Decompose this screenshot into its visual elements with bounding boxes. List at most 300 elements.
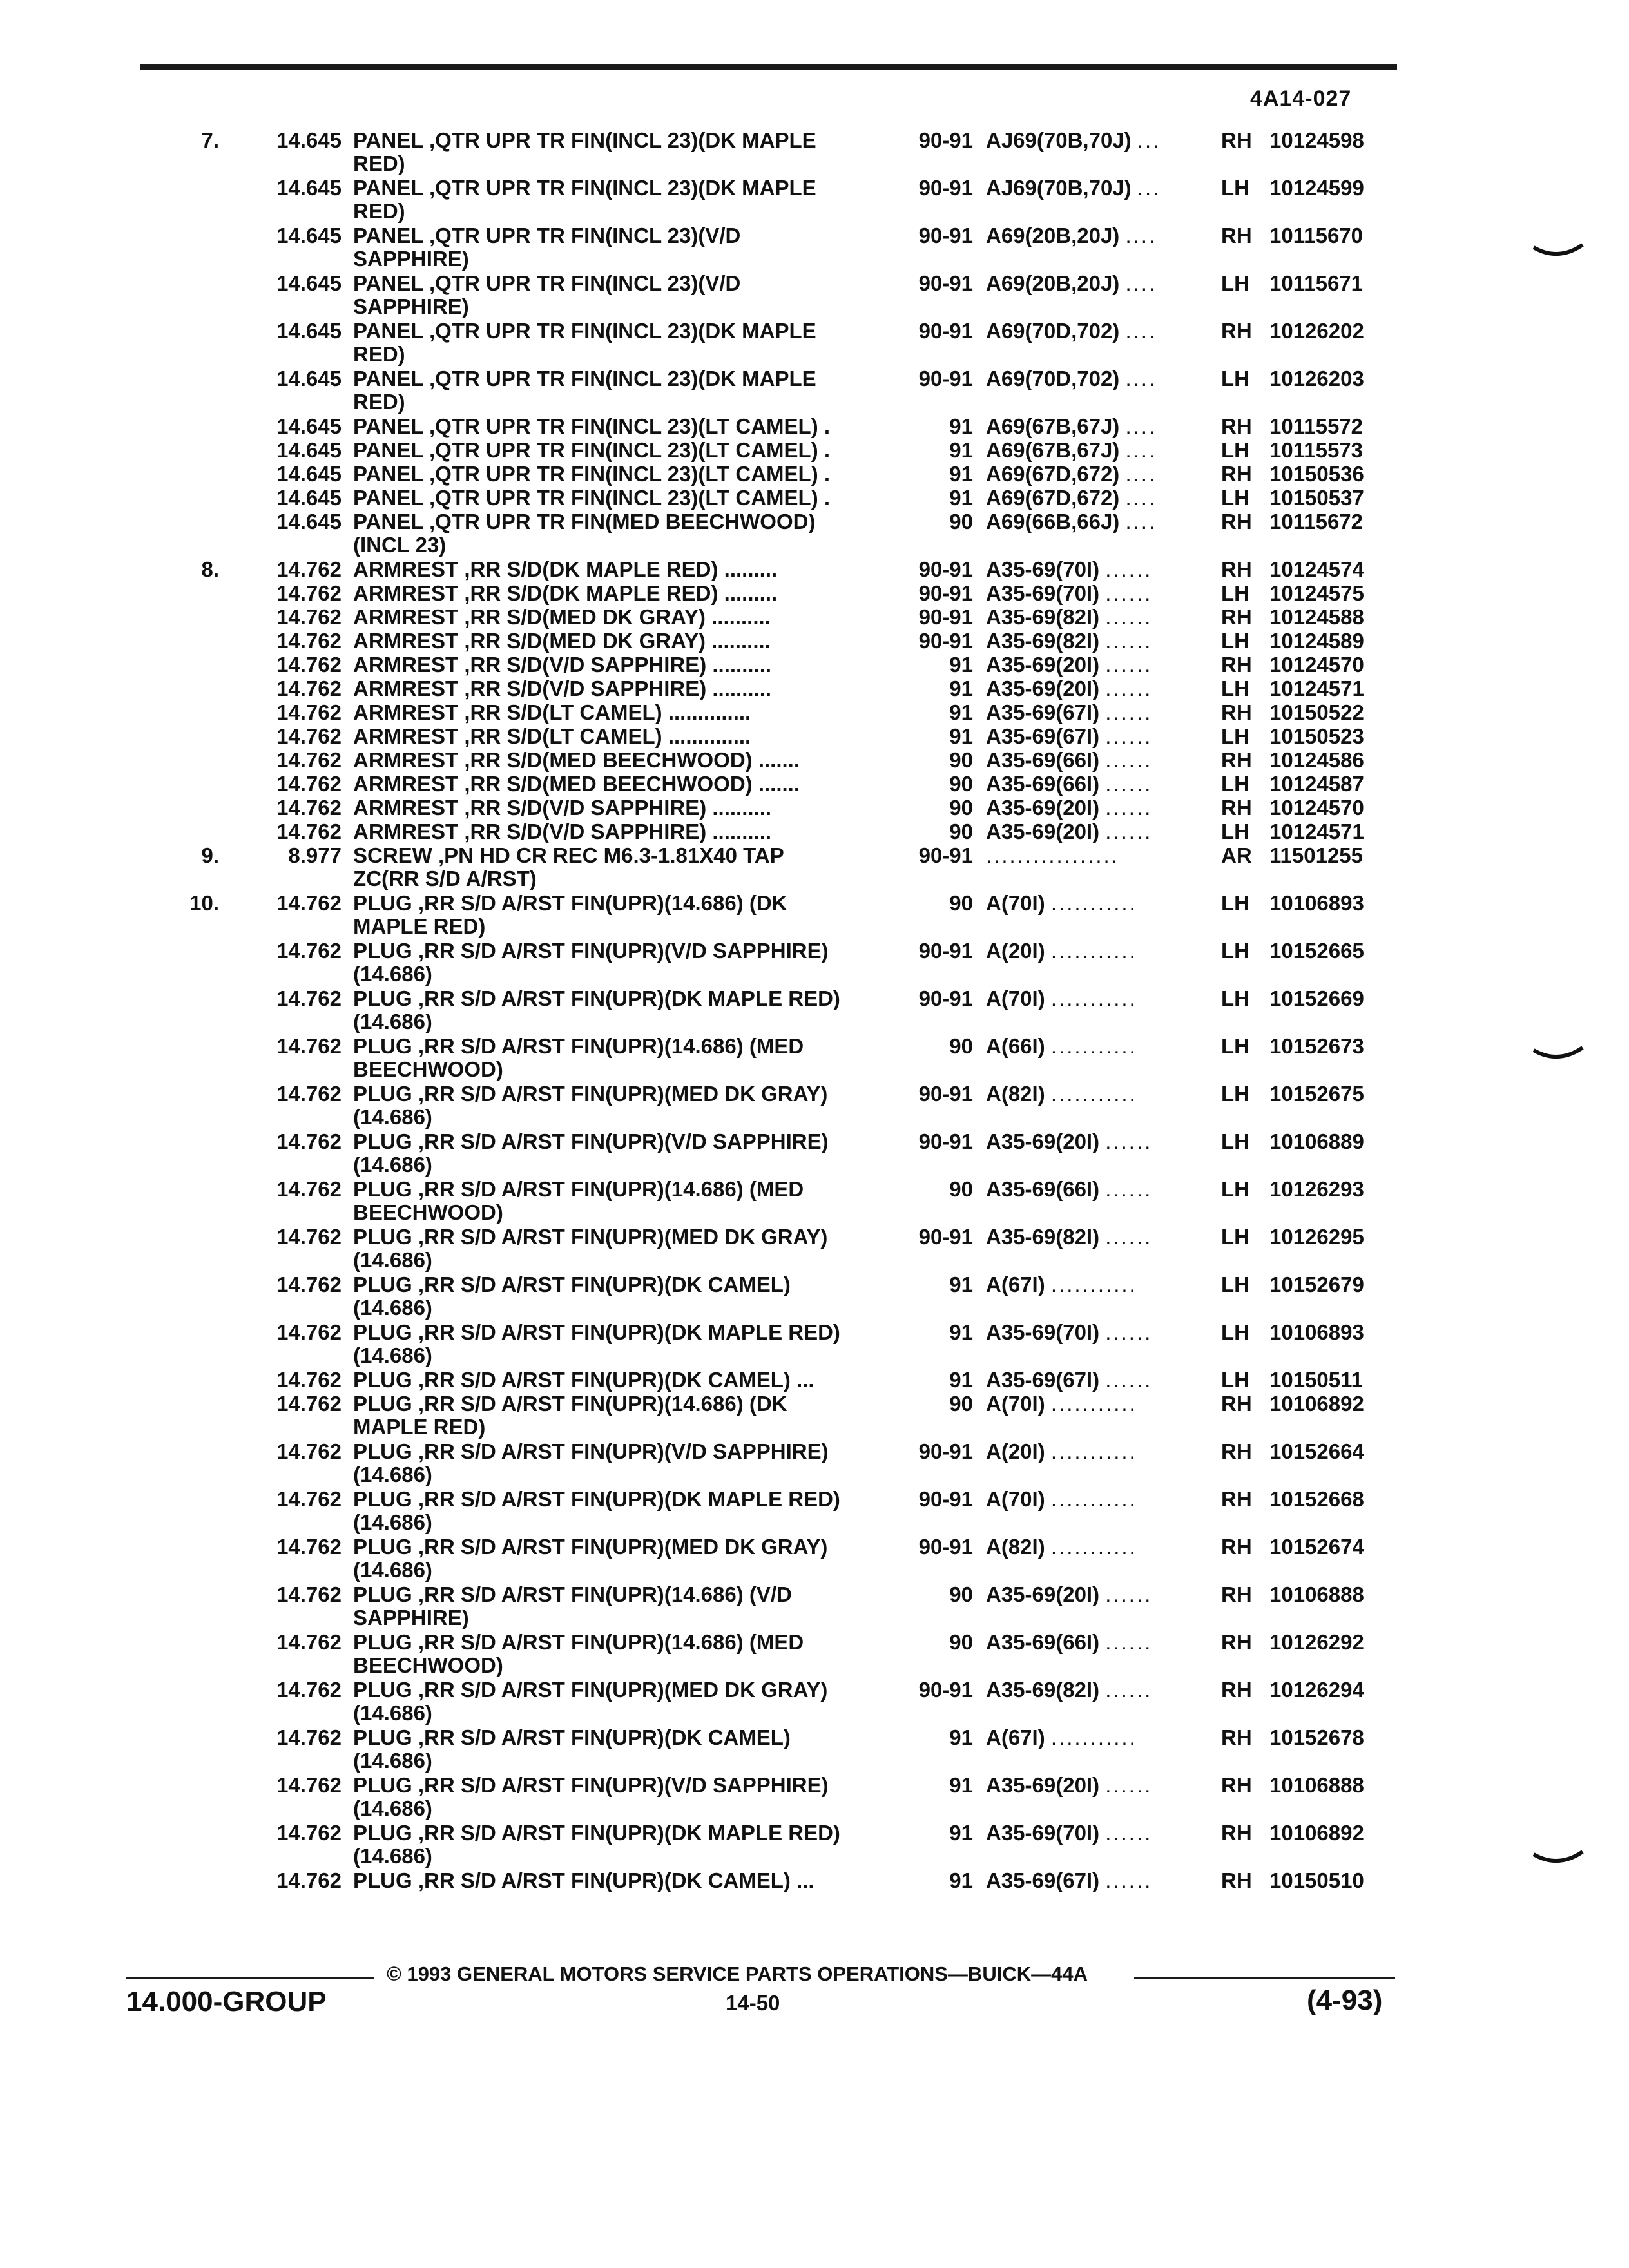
part-description [353, 1535, 888, 1582]
description-line: ARMREST ,RR S/D(MED DK GRAY) .......... [353, 629, 771, 653]
body-style-code: A(66I) [986, 1034, 1045, 1058]
description-line: (14.686) [353, 1796, 432, 1820]
part-description [353, 272, 888, 318]
parts-row [0, 320, 1629, 367]
part-number: 10124571 [1269, 677, 1364, 700]
group-number: 14.762 [276, 748, 342, 772]
body-style [986, 1369, 1199, 1392]
page-number: 14-50 [726, 1991, 780, 2015]
side-code: LH [1221, 772, 1249, 796]
parts-row [0, 1082, 1629, 1130]
body-style-code: A(70I) [986, 1392, 1045, 1416]
parts-row [0, 510, 1629, 558]
group-number: 14.762 [276, 1392, 342, 1416]
part-number: 10115670 [1269, 224, 1364, 247]
description-line: ARMREST ,RR S/D(V/D SAPPHIRE) .......... [353, 820, 772, 843]
description-line: PLUG ,RR S/D A/RST FIN(UPR)(DK MAPLE RED) [353, 1320, 840, 1344]
group-number: 14.762 [276, 772, 342, 796]
body-style-code: A35-69(20I) [986, 677, 1100, 700]
body-style [986, 987, 1199, 1010]
description-line: BEECHWOOD) [353, 1200, 503, 1224]
model-years: 91 [949, 724, 973, 748]
model-years: 91 [949, 1821, 973, 1845]
part-number: 10124587 [1269, 772, 1364, 796]
body-style [986, 486, 1199, 510]
side-code: LH [1221, 1273, 1249, 1296]
group-number: 14.762 [276, 1320, 342, 1344]
model-years: 90 [949, 510, 973, 533]
part-description [353, 558, 888, 581]
part-number: 11501255 [1269, 843, 1364, 867]
leader-dots: ........... [1050, 1034, 1137, 1058]
description-line: PLUG ,RR S/D A/RST FIN(UPR)(DK MAPLE RED) [353, 1821, 840, 1845]
body-style-code: A35-69(66I) [986, 748, 1100, 772]
part-number: 10124570 [1269, 796, 1364, 820]
model-years: 90 [949, 1392, 973, 1416]
group-number: 14.762 [276, 891, 342, 915]
side-code: RH [1221, 1535, 1252, 1559]
body-style-code: A69(20B,20J) [986, 224, 1120, 247]
body-style [986, 510, 1199, 533]
description-line: (14.686) [353, 1701, 432, 1725]
part-number: 10124570 [1269, 653, 1364, 677]
model-years: 91 [949, 462, 973, 486]
part-description [353, 1631, 888, 1677]
group-number: 14.762 [276, 939, 342, 963]
description-line: RED) [353, 151, 405, 175]
body-style-code: A35-69(20I) [986, 820, 1100, 843]
part-number: 10126292 [1269, 1630, 1364, 1654]
part-description [353, 677, 888, 700]
parts-row [0, 1321, 1629, 1369]
group-number: 14.762 [276, 1678, 342, 1702]
group-number: 8.977 [288, 843, 342, 867]
footer-rule [1134, 1977, 1395, 1979]
leader-dots: ...... [1105, 724, 1153, 748]
parts-row [0, 1130, 1629, 1178]
side-code: LH [1221, 1034, 1249, 1058]
description-line: PLUG ,RR S/D A/RST FIN(UPR)(DK CAMEL) ... [353, 1869, 815, 1892]
part-number: 10124589 [1269, 629, 1364, 653]
parts-row [0, 224, 1629, 272]
group-number: 14.762 [276, 1869, 342, 1892]
binder-mark [1532, 1849, 1584, 1869]
page-code: 4A14-027 [1250, 86, 1352, 111]
leader-dots: ...... [1105, 796, 1153, 820]
body-style [986, 320, 1199, 343]
part-number: 10152673 [1269, 1034, 1364, 1058]
description-line: ARMREST ,RR S/D(MED DK GRAY) .......... [353, 605, 771, 629]
part-description [353, 773, 888, 796]
group-number: 14.762 [276, 1129, 342, 1153]
body-style [986, 439, 1199, 462]
group-number: 14.762 [276, 1773, 342, 1797]
description-line: RED) [353, 342, 405, 366]
group-number: 14.762 [276, 724, 342, 748]
model-years: 90 [949, 772, 973, 796]
body-style-code: A35-69(20I) [986, 653, 1100, 677]
description-line: (14.686) [353, 962, 432, 986]
group-number: 14.762 [276, 796, 342, 820]
part-description [353, 1821, 888, 1868]
group-number: 14.762 [276, 653, 342, 677]
body-style-code: A35-69(20I) [986, 1129, 1100, 1153]
part-number: 10126203 [1269, 367, 1364, 390]
group-number: 14.645 [276, 176, 342, 200]
model-years: 90 [949, 891, 973, 915]
group-number: 14.762 [276, 1630, 342, 1654]
body-style [986, 415, 1199, 438]
leader-dots: ........... [1050, 986, 1137, 1010]
description-line: PANEL ,QTR UPR TR FIN(MED BEECHWOOD) [353, 510, 816, 533]
side-code: LH [1221, 176, 1249, 200]
parts-row [0, 653, 1629, 677]
side-code: RH [1221, 796, 1252, 820]
model-years: 91 [949, 1273, 973, 1296]
body-style [986, 558, 1199, 581]
description-line: (14.686) [353, 1844, 432, 1868]
leader-dots: .... [1125, 224, 1157, 247]
side-code: LH [1221, 724, 1249, 748]
model-years: 90-91 [918, 224, 973, 247]
description-line: ARMREST ,RR S/D(V/D SAPPHIRE) .......... [353, 796, 772, 820]
description-line: RED) [353, 199, 405, 223]
parts-row [0, 486, 1629, 510]
parts-row [0, 415, 1629, 439]
model-years: 90-91 [918, 1225, 973, 1249]
model-years: 90 [949, 1582, 973, 1606]
part-description [353, 320, 888, 366]
parts-row [0, 1774, 1629, 1821]
part-description [353, 582, 888, 605]
binder-mark [1532, 1045, 1584, 1064]
group-number: 14.762 [276, 1582, 342, 1606]
part-description [353, 725, 888, 748]
leader-dots: ........... [1050, 1439, 1137, 1463]
part-description [353, 415, 888, 438]
copyright-notice: © 1993 GENERAL MOTORS SERVICE PARTS OPERATIONS—BUICK—44A [387, 1963, 1088, 1985]
leader-dots: ...... [1105, 1320, 1153, 1344]
description-line: (14.686) [353, 1510, 432, 1534]
group-number: 14.762 [276, 1225, 342, 1249]
model-years: 91 [949, 1773, 973, 1797]
part-description [353, 1369, 888, 1392]
description-line: (14.686) [353, 1463, 432, 1486]
body-style [986, 367, 1199, 390]
model-years: 91 [949, 1320, 973, 1344]
part-description [353, 1273, 888, 1320]
body-style-code: A(70I) [986, 891, 1045, 915]
parts-row [0, 1726, 1629, 1774]
leader-dots: ...... [1105, 1869, 1153, 1892]
side-code: RH [1221, 653, 1252, 677]
parts-row [0, 463, 1629, 486]
side-code: RH [1221, 1392, 1252, 1416]
body-style-code: A35-69(70I) [986, 1821, 1100, 1845]
parts-row [0, 844, 1629, 892]
part-description [353, 1035, 888, 1081]
part-description [353, 844, 888, 890]
group-number: 14.762 [276, 1821, 342, 1845]
group-number: 14.762 [276, 1273, 342, 1296]
part-number: 10124571 [1269, 820, 1364, 843]
model-years: 90-91 [918, 843, 973, 867]
leader-dots: ...... [1105, 700, 1153, 724]
part-description [353, 1130, 888, 1177]
reference-number: 9. [201, 843, 219, 867]
leader-dots: .... [1125, 319, 1157, 343]
description-line: SAPPHIRE) [353, 294, 469, 318]
parts-row [0, 1678, 1629, 1726]
part-number: 10150536 [1269, 462, 1364, 486]
part-number: 10124574 [1269, 557, 1364, 581]
leader-dots: .... [1125, 462, 1157, 486]
body-style [986, 1178, 1199, 1201]
part-description [353, 177, 888, 223]
description-line: (INCL 23) [353, 533, 447, 557]
model-years: 90-91 [918, 367, 973, 390]
side-code: LH [1221, 1225, 1249, 1249]
parts-row [0, 820, 1629, 844]
body-style [986, 1488, 1199, 1511]
body-style [986, 129, 1199, 152]
part-number: 10106892 [1269, 1821, 1364, 1845]
body-style-code: A35-69(67I) [986, 700, 1100, 724]
leader-dots: ........... [1050, 891, 1137, 915]
side-code: LH [1221, 581, 1249, 605]
model-years: 91 [949, 700, 973, 724]
side-code: LH [1221, 486, 1249, 510]
body-style [986, 463, 1199, 486]
body-style [986, 892, 1199, 915]
part-number: 10124588 [1269, 605, 1364, 629]
part-description [353, 486, 888, 510]
side-code: RH [1221, 605, 1252, 629]
model-years: 90-91 [918, 128, 973, 152]
body-style [986, 796, 1199, 820]
parts-row [0, 439, 1629, 463]
leader-dots: ...... [1105, 748, 1153, 772]
part-description [353, 1774, 888, 1820]
leader-dots: ...... [1105, 653, 1153, 677]
description-line: PANEL ,QTR UPR TR FIN(INCL 23)(DK MAPLE [353, 319, 816, 343]
description-line: PANEL ,QTR UPR TR FIN(INCL 23)(LT CAMEL) . [353, 462, 831, 486]
description-line: ARMREST ,RR S/D(MED BEECHWOOD) ....... [353, 748, 800, 772]
model-years: 90-91 [918, 986, 973, 1010]
part-description [353, 1392, 888, 1439]
parts-row [0, 1440, 1629, 1488]
side-code: RH [1221, 1487, 1252, 1511]
description-line: PANEL ,QTR UPR TR FIN(INCL 23)(V/D [353, 224, 741, 247]
body-style-code: A(70I) [986, 1487, 1045, 1511]
side-code: LH [1221, 677, 1249, 700]
part-description [353, 1488, 888, 1534]
leader-dots: ........... [1050, 1487, 1137, 1511]
body-style-code: A(70I) [986, 986, 1045, 1010]
description-line: (14.686) [353, 1343, 432, 1367]
side-code: LH [1221, 1129, 1249, 1153]
description-line: PANEL ,QTR UPR TR FIN(INCL 23)(DK MAPLE [353, 128, 816, 152]
body-style [986, 820, 1199, 843]
part-number: 10152679 [1269, 1273, 1364, 1296]
body-style [986, 653, 1199, 677]
description-line: ARMREST ,RR S/D(V/D SAPPHIRE) .......... [353, 653, 772, 677]
body-style [986, 1321, 1199, 1344]
description-line: (14.686) [353, 1248, 432, 1272]
side-code: RH [1221, 748, 1252, 772]
body-style [986, 1225, 1199, 1249]
side-code: LH [1221, 986, 1249, 1010]
body-style [986, 1392, 1199, 1416]
parts-row [0, 1583, 1629, 1631]
side-code: LH [1221, 891, 1249, 915]
group-number: 14.762 [276, 986, 342, 1010]
body-style-code: A69(70D,702) [986, 319, 1120, 343]
leader-dots: ........... [1050, 939, 1137, 963]
part-number: 10152665 [1269, 939, 1364, 963]
part-description [353, 1225, 888, 1272]
body-style-code: A35-69(66I) [986, 772, 1100, 796]
body-style-code: A35-69(20I) [986, 1582, 1100, 1606]
part-number: 10150522 [1269, 700, 1364, 724]
body-style-code: A35-69(66I) [986, 1630, 1100, 1654]
body-style-code: A(82I) [986, 1082, 1045, 1106]
description-line: (14.686) [353, 1153, 432, 1177]
body-style-code: A35-69(70I) [986, 581, 1100, 605]
part-number: 10152678 [1269, 1725, 1364, 1749]
footer-rule [126, 1977, 374, 1979]
description-line: PANEL ,QTR UPR TR FIN(INCL 23)(LT CAMEL) . [353, 438, 831, 462]
side-code: RH [1221, 1773, 1252, 1797]
side-code: LH [1221, 820, 1249, 843]
side-code: RH [1221, 414, 1252, 438]
body-style [986, 1440, 1199, 1463]
part-number: 10106893 [1269, 891, 1364, 915]
description-line: (14.686) [353, 1105, 432, 1129]
description-line: ARMREST ,RR S/D(MED BEECHWOOD) ....... [353, 772, 800, 796]
leader-dots: ................. [986, 843, 1119, 867]
model-years: 90 [949, 1034, 973, 1058]
part-number: 10150537 [1269, 486, 1364, 510]
leader-dots: ... [1137, 128, 1161, 152]
leader-dots: .... [1125, 367, 1157, 390]
description-line: ARMREST ,RR S/D(DK MAPLE RED) ......... [353, 557, 778, 581]
model-years: 90-91 [918, 605, 973, 629]
leader-dots: ...... [1105, 557, 1153, 581]
parts-row [0, 1821, 1629, 1869]
description-line: PLUG ,RR S/D A/RST FIN(UPR)(14.686) (DK [353, 1392, 787, 1416]
parts-row [0, 1535, 1629, 1583]
description-line: ARMREST ,RR S/D(V/D SAPPHIRE) .......... [353, 677, 772, 700]
part-description [353, 749, 888, 772]
parts-row [0, 1369, 1629, 1392]
body-style-code: A35-69(67I) [986, 1368, 1100, 1392]
group-number: 14.762 [276, 1368, 342, 1392]
leader-dots: ...... [1105, 1582, 1153, 1606]
body-style-code: A69(67D,672) [986, 486, 1120, 510]
part-description [353, 439, 888, 462]
part-description [353, 1678, 888, 1725]
part-number: 10115671 [1269, 271, 1364, 295]
part-description [353, 367, 888, 414]
description-line: PLUG ,RR S/D A/RST FIN(UPR)(DK CAMEL) [353, 1725, 791, 1749]
part-number: 10124575 [1269, 581, 1364, 605]
group-number: 14.762 [276, 677, 342, 700]
group-number: 14.762 [276, 820, 342, 843]
body-style [986, 1821, 1199, 1845]
part-description [353, 1869, 888, 1892]
side-code: RH [1221, 1869, 1252, 1892]
part-description [353, 796, 888, 820]
body-style-code: A35-69(70I) [986, 557, 1100, 581]
reference-number: 10. [189, 891, 219, 915]
body-style [986, 773, 1199, 796]
model-years: 91 [949, 1869, 973, 1892]
group-number: 14.762 [276, 1034, 342, 1058]
side-code: LH [1221, 1177, 1249, 1201]
side-code: LH [1221, 438, 1249, 462]
group-number: 14.762 [276, 1177, 342, 1201]
group-number: 14.645 [276, 414, 342, 438]
body-style [986, 1726, 1199, 1749]
body-style [986, 1631, 1199, 1654]
parts-row [0, 677, 1629, 701]
model-years: 90-91 [918, 1129, 973, 1153]
model-years: 91 [949, 1368, 973, 1392]
group-number: 14.645 [276, 462, 342, 486]
side-code: RH [1221, 700, 1252, 724]
part-number: 10115572 [1269, 414, 1364, 438]
description-line: PLUG ,RR S/D A/RST FIN(UPR)(DK MAPLE RED) [353, 1487, 840, 1511]
part-description [353, 892, 888, 938]
description-line: PLUG ,RR S/D A/RST FIN(UPR)(DK CAMEL) ... [353, 1368, 815, 1392]
part-description [353, 510, 888, 557]
body-style [986, 701, 1199, 724]
body-style [986, 1774, 1199, 1797]
body-style [986, 939, 1199, 963]
parts-row [0, 939, 1629, 987]
body-style-code: A35-69(82I) [986, 1678, 1100, 1702]
group-number: 14.645 [276, 319, 342, 343]
side-code: LH [1221, 271, 1249, 295]
body-style [986, 1869, 1199, 1892]
leader-dots: .... [1125, 438, 1157, 462]
body-style [986, 606, 1199, 629]
model-years: 90-91 [918, 939, 973, 963]
body-style [986, 1082, 1199, 1106]
edition-date: (4-93) [1307, 1984, 1383, 2016]
description-line: PLUG ,RR S/D A/RST FIN(UPR)(V/D SAPPHIRE) [353, 1129, 829, 1153]
binder-mark [1532, 242, 1584, 262]
part-number: 10152675 [1269, 1082, 1364, 1106]
body-style [986, 1130, 1199, 1153]
model-years: 91 [949, 653, 973, 677]
description-line: MAPLE RED) [353, 1415, 486, 1439]
description-line: PLUG ,RR S/D A/RST FIN(UPR)(V/D SAPPHIRE) [353, 939, 829, 963]
part-description [353, 1321, 888, 1367]
side-code: RH [1221, 224, 1252, 247]
description-line: (14.686) [353, 1296, 432, 1320]
body-style-code: A35-69(82I) [986, 605, 1100, 629]
parts-row [0, 1225, 1629, 1273]
body-style [986, 224, 1199, 247]
part-description [353, 939, 888, 986]
leader-dots: ...... [1105, 1773, 1153, 1797]
description-line: PANEL ,QTR UPR TR FIN(INCL 23)(LT CAMEL) . [353, 414, 831, 438]
group-number: 14.645 [276, 486, 342, 510]
part-number: 10124586 [1269, 748, 1364, 772]
body-style [986, 1535, 1199, 1559]
